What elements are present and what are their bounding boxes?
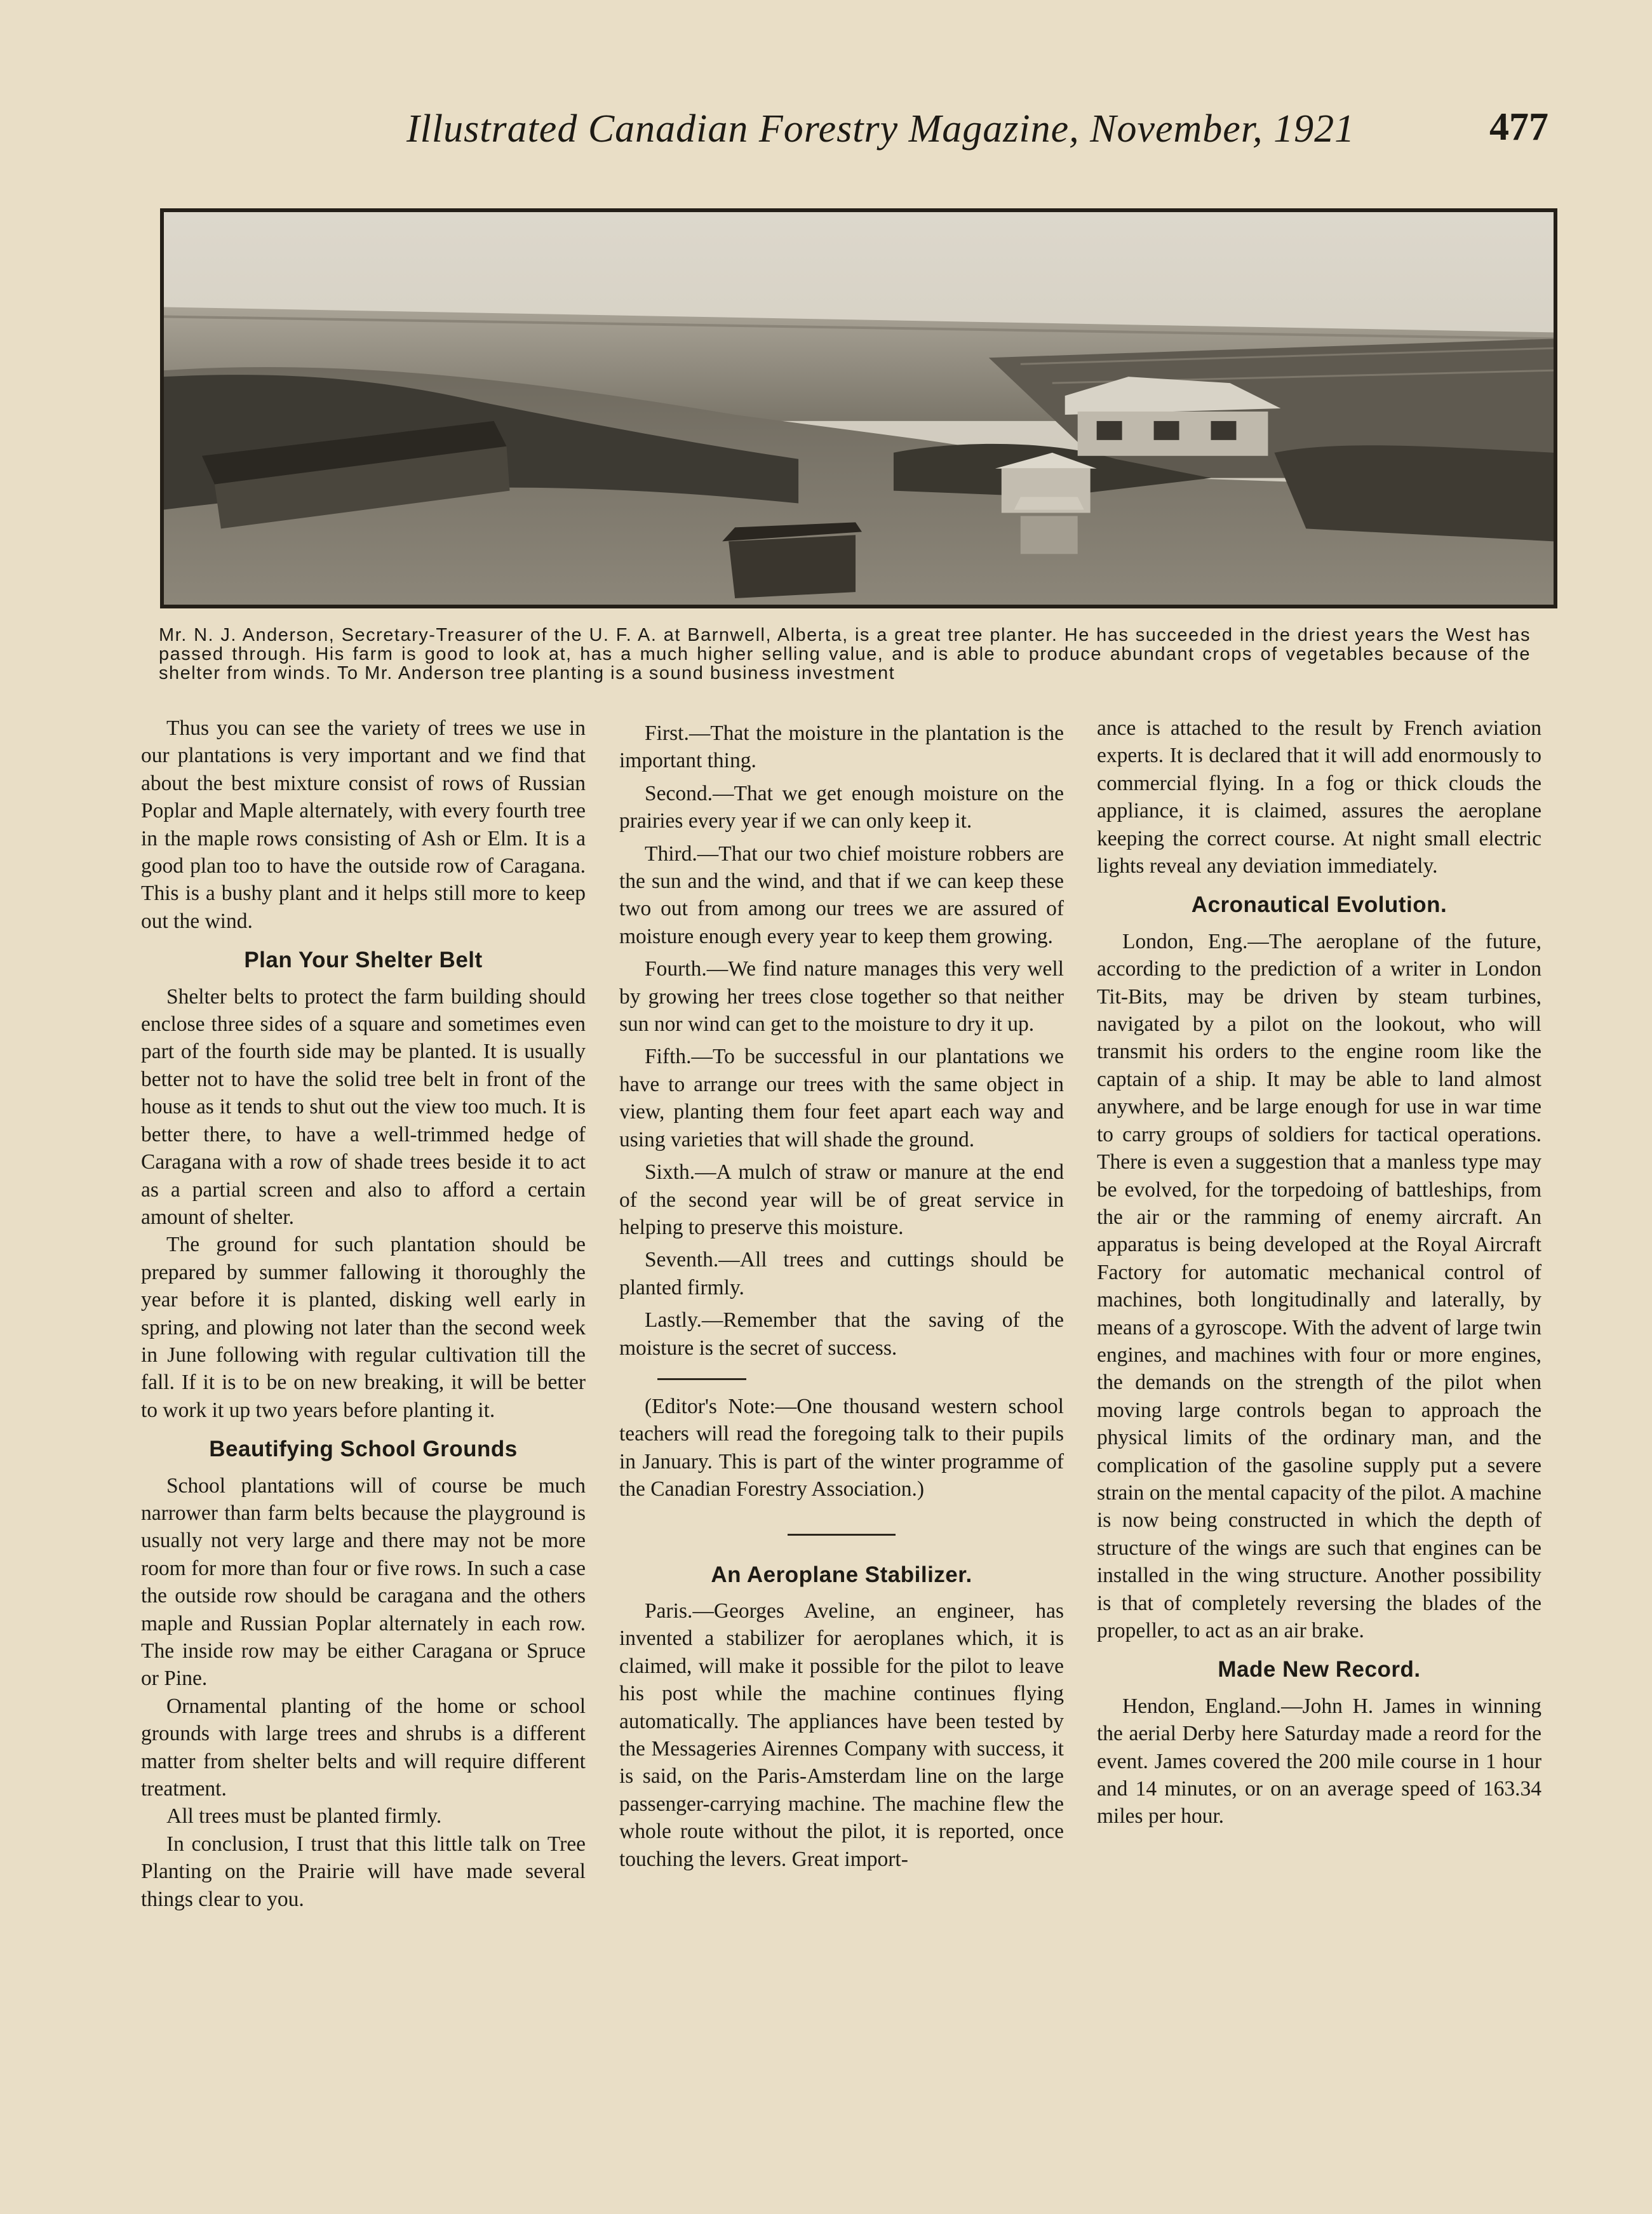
numbered-point: Third.—That our two chief moisture robbers are the sun and the wind, and that if we can keep these two out from among our trees we are assured of moisture enough every year to keep them growing. <box>619 842 1064 948</box>
paragraph: Ornamental planting of the home or school grounds with large trees and shrubs is a different matter from shelter belts and will require different treatment. <box>141 1694 586 1801</box>
section-heading: An Aeroplane Stabilizer. <box>711 1562 972 1587</box>
numbered-point: First.—That the moisture in the plantation is the important thing. <box>619 721 1064 773</box>
editors-note: (Editor's Note:—One thousand western school teachers will read the foregoing talk to their pupils in January. This is part of the winter programme of the Canadian Forestry Association.) <box>619 1394 1064 1501</box>
paragraph: Paris.—Georges Aveline, an engineer, has invented a stabilizer for aeroplanes which, it is claimed, will make it possible for the pilot to leave his post while the machine continues flying automatically. The appliances have been tested by the Messageries Airennes Company with success, it is said, on the Paris-Amsterdam line on the large passenger-carrying machine. The machine flew the whole route without the pilot, it is reported, once touching the levers. Great import- <box>619 1599 1064 1871</box>
farm-photograph <box>160 208 1557 608</box>
section-heading: Made New Record. <box>1218 1657 1421 1682</box>
farm-landscape-image <box>164 212 1554 605</box>
section-heading: Acronautical Evolution. <box>1191 892 1447 918</box>
numbered-point: Fifth.—To be successful in our plantations we have to arrange our trees with the same object in view, planting them four feet apart each way and using varieties that will shade the ground. <box>619 1045 1064 1151</box>
running-head: Illustrated Canadian Forestry Magazine, November, 1921 <box>406 107 1355 151</box>
numbered-point: Seventh.—All trees and cuttings should be planted firmly. <box>619 1248 1064 1299</box>
photo-caption: Mr. N. J. Anderson, Secretary-Treasurer of the U. F. A. at Barnwell, Alberta, is a great tree planter. He has succeeded in the driest years the West has passed through. His farm is good to look at, has a much higher selling value, and is able to produce abundant crops of vegetables because of the shelter from winds. To Mr. Anderson tree planting is a sound business investment <box>159 625 1531 683</box>
numbered-point: Lastly.—Remember that the saving of the moisture is the secret of success. <box>619 1308 1064 1360</box>
divider-rule <box>657 1378 746 1380</box>
numbered-point: Second.—That we get enough moisture on the prairies every year if we can only keep it. <box>619 781 1064 833</box>
paragraph: Shelter belts to protect the farm building should enclose three sides of a square and sometimes even part of the fourth side may be planted. It is usually better not to have the solid tree belt in front of the house as it tends to shut out the view too much. It is better there, to have a well-trimmed hedge of Caragana with a row of shade trees beside it to act as a partial screen and also to afford a certain amount of shelter. <box>141 984 586 1229</box>
paragraph: The ground for such plantation should be prepared by summer fallowing it thoroughly the year before it is planted, disking well early in spring, and plowing not later than the second week in June following with regular cultivation till the fall. If it is to be on new breaking, it will be better to work it up two years before planting it. <box>141 1233 586 1422</box>
paragraph: In conclusion, I trust that this little talk on Tree Planting on the Prairie will have made several things clear to you. <box>141 1832 586 1911</box>
paragraph: London, Eng.—The aeroplane of the future, according to the prediction of a writer in London Tit-Bits, may be driven by steam turbines, navigated by a pilot on the lookout, who will transmit his orders to the engine room like the captain of a ship. It may be able to land almost anywhere, and be large enough for use in war time to carry groups of soldiers for tactical operations. There is even a suggestion that a manless type may be evolved, for the torpedoing of battleships, from the air or the ramming of enemy aircraft. An apparatus is being developed at the Royal Aircraft Factory for automatic mechanical control of machines, both longitudinally and laterally, by means of a gyroscope. With the advent of large twin engines, and machines with four or more engines, the demands on the strength of the pilot when moving large controls began to approach the physical limits of the ordinary man, and the complication of the gasoline supply put a severe strain on the mental capacity of the pilot. A machine is now being constructed in which the depth of structure of the wings are such that engines can be installed in the wing structure. Another possibility is that of completely reversing the blades of the propeller, to act as an air brake. <box>1097 929 1541 1642</box>
divider-rule <box>788 1534 896 1536</box>
paragraph: Hendon, England.—John H. James in winning the aerial Derby here Saturday made a reord for the event. James covered the 200 mile course in 1 hour and 14 minutes, or on an average speed of 163.34 miles per hour. <box>1097 1694 1541 1828</box>
paragraph: ance is attached to the result by French aviation experts. It is declared that it will add enormously to commercial flying. In a fog or thick clouds the appliance, it is claimed, assures the aeroplane keeping the correct course. At night small electric lights reveal any deviation immediately. <box>1097 716 1541 878</box>
column-3 <box>1097 715 1541 1830</box>
paragraph: All trees must be planted firmly. <box>166 1804 442 1828</box>
page-number: 477 <box>1489 105 1548 149</box>
paragraph: Thus you can see the variety of trees we use in our plantations is very important and we find that about the best mixture consist of rows of Russian Poplar and Maple alternately, with every fourth tree in the maple rows consisting of Ash or Elm. It is a good plan too to have the outside row of Caragana. This is a bushy plant and it helps still more to keep out the wind. <box>141 716 586 933</box>
column-1 <box>141 715 586 1913</box>
numbered-point: Fourth.—We find nature manages this very well by growing her trees close together so that neither sun nor wind can get to the moisture to dry it up. <box>619 957 1064 1037</box>
paragraph: School plantations will of course be much narrower than farm belts because the playground is usually not very large and there may not be more room for more than four or five rows. In such a case the outside row should be caragana and the others maple and Russian Poplar alternately in each row. The inside row may be either Caragana or Spruce or Pine. <box>141 1473 586 1691</box>
numbered-point: Sixth.—A mulch of straw or manure at the end of the second year will be of great service in helping to preserve this moisture. <box>619 1160 1064 1239</box>
section-heading: Plan Your Shelter Belt <box>244 948 483 973</box>
section-heading: Beautifying School Grounds <box>209 1437 518 1462</box>
column-2 <box>619 715 1064 1873</box>
